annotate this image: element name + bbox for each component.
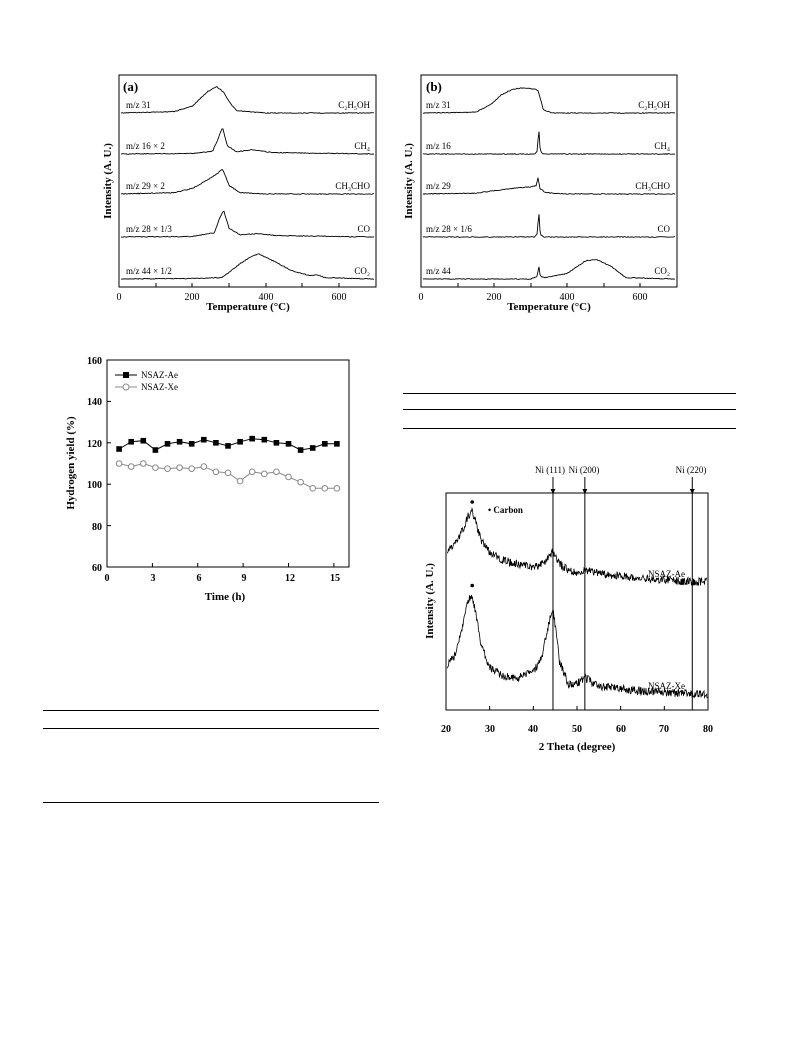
trace-mz-label: m/z 28 × 1/6 <box>426 224 472 234</box>
x-tick-label: 6 <box>196 573 202 584</box>
trace-mz-label: m/z 31 <box>126 100 151 110</box>
panel-label: (a) <box>123 79 139 94</box>
data-point-square <box>225 443 231 449</box>
x-tick-label: 20 <box>441 724 451 735</box>
data-point-circle <box>237 478 243 484</box>
tpd-trace <box>121 87 374 114</box>
x-tick-label: 400 <box>559 292 575 303</box>
carbon-legend-label: • Carbon <box>488 505 523 515</box>
x-tick-label: 9 <box>241 573 247 584</box>
x-tick-label: 15 <box>330 573 340 584</box>
sample-label-xe: NSAZ-Xe <box>648 681 685 691</box>
trace-mz-label: m/z 16 <box>426 141 451 151</box>
tpd-trace <box>423 260 675 280</box>
data-point-circle <box>274 469 280 475</box>
trace-mz-label: m/z 29 × 2 <box>126 181 165 191</box>
trace-labels <box>426 100 670 276</box>
data-point-square <box>201 437 207 443</box>
carbon-marker <box>470 500 474 504</box>
data-point-square <box>153 447 159 453</box>
data-point-square <box>141 438 147 444</box>
x-ticks <box>105 573 341 584</box>
data-point-circle <box>225 470 231 476</box>
y-tick-label: 100 <box>87 480 102 491</box>
trace-species-label: C₂H₅OH <box>638 100 670 110</box>
x-tick-label: 200 <box>486 292 502 303</box>
data-point-circle <box>334 486 340 492</box>
x-tick-label: 12 <box>285 573 295 584</box>
x-tick-label: 80 <box>703 724 713 735</box>
data-point-circle <box>116 461 122 467</box>
data-point-circle <box>141 461 147 467</box>
x-axis-label: Temperature (°C) <box>206 301 290 313</box>
data-point-circle <box>298 479 304 485</box>
tpd-trace <box>423 132 675 155</box>
trace-species-label: C₂H₅OH <box>338 100 370 110</box>
tpd-trace <box>423 88 675 114</box>
x-axis-label: 2 Theta (degree) <box>538 741 616 753</box>
trace-species-label: CO₂ <box>354 266 370 276</box>
plot-frame <box>446 493 708 710</box>
table-rule <box>43 802 379 803</box>
trace-species-label: CH₄ <box>354 141 370 151</box>
x-tick-label: 600 <box>632 292 648 303</box>
data-point-circle <box>213 469 219 475</box>
data-point-square <box>165 441 171 447</box>
x-tick-label: 70 <box>659 724 669 735</box>
trace-species-label: CO <box>657 224 670 234</box>
data-point-square <box>322 441 328 447</box>
trace-species-label: CH₃CHO <box>635 181 670 191</box>
table-rule <box>43 710 379 711</box>
trace-mz-label: m/z 28 × 1/3 <box>126 224 172 234</box>
sample-label-ae: NSAZ-Ae <box>648 569 685 579</box>
data-point-square <box>237 439 243 445</box>
data-point-circle <box>286 474 292 480</box>
data-point-square <box>189 441 195 447</box>
peak-label-ni200: Ni (200) <box>568 465 600 475</box>
trace-species-label: CH₄ <box>654 141 670 151</box>
trace-mz-label: m/z 31 <box>426 100 451 110</box>
table-rule <box>43 728 379 729</box>
table-rule <box>403 393 736 394</box>
y-tick-label: 160 <box>87 356 102 367</box>
trace-species-label: CH₃CHO <box>335 181 370 191</box>
peak-annotations <box>488 465 706 691</box>
data-point-circle <box>128 464 134 470</box>
trace-mz-label: m/z 29 <box>426 181 451 191</box>
x-tick-label: 400 <box>258 292 274 303</box>
x-tick-label: 60 <box>616 724 626 735</box>
y-axis-label: Hydrogen yield (%) <box>65 416 77 510</box>
data-point-square <box>249 436 255 442</box>
x-tick-label: 50 <box>572 724 582 735</box>
hydrogen-yield-chart <box>60 350 360 610</box>
trace-species-label: CO₂ <box>654 266 670 276</box>
carbon-marker <box>470 584 474 588</box>
x-tick-label: 0 <box>418 292 424 303</box>
data-point-circle <box>310 486 316 492</box>
legend-label: NSAZ-Ae <box>141 370 178 380</box>
y-axis-label: Intensity (A. U.) <box>403 143 415 219</box>
legend <box>115 370 178 392</box>
tpd-chart-b <box>400 70 685 320</box>
legend-label: NSAZ-Xe <box>141 382 178 392</box>
data-point-circle <box>189 466 195 472</box>
panel-label: (b) <box>426 79 442 94</box>
peak-label-ni220: Ni (220) <box>675 465 707 475</box>
data-point-square <box>274 440 280 446</box>
data-point-square <box>310 445 316 451</box>
x-tick-label: 600 <box>331 292 347 303</box>
data-point-square <box>116 446 122 452</box>
y-tick-label: 80 <box>92 522 102 533</box>
trace-mz-label: m/z 16 × 2 <box>126 141 165 151</box>
data-point-circle <box>165 466 171 472</box>
x-tick-label: 0 <box>104 573 110 584</box>
trace-labels <box>126 100 370 276</box>
x-tick-label: 30 <box>485 724 495 735</box>
data-point-circle <box>201 464 207 470</box>
data-point-circle <box>249 469 255 475</box>
legend-marker-xe <box>123 384 129 390</box>
x-tick-label: 3 <box>150 573 156 584</box>
x-tick-label: 40 <box>528 724 538 735</box>
xrd-chart <box>420 460 720 760</box>
data-point-circle <box>177 465 183 471</box>
data-point-square <box>262 437 268 443</box>
data-point-circle <box>322 486 328 492</box>
x-axis-label: Time (h) <box>204 591 246 603</box>
data-point-square <box>334 441 340 447</box>
y-tick-label: 120 <box>87 439 102 450</box>
table-rule <box>403 428 736 429</box>
x-tick-label: 0 <box>116 292 122 303</box>
trace-mz-label: m/z 44 <box>426 266 451 276</box>
y-tick-label: 140 <box>87 397 102 408</box>
data-point-square <box>128 439 134 445</box>
data-point-circle <box>262 471 268 477</box>
trace-species-label: CO <box>357 224 370 234</box>
y-ticks <box>87 356 102 574</box>
x-ticks <box>441 724 713 735</box>
y-axis-label: Intensity (A. U.) <box>102 143 114 219</box>
legend-marker-ae <box>123 372 129 378</box>
tpd-chart-a <box>100 70 385 320</box>
data-point-circle <box>153 465 159 471</box>
x-tick-label: 200 <box>184 292 200 303</box>
y-tick-label: 60 <box>92 563 102 574</box>
table-rule <box>403 409 736 410</box>
y-axis-label: Intensity (A. U.) <box>424 563 436 639</box>
data-point-square <box>286 441 292 447</box>
x-axis-label: Temperature (°C) <box>507 301 591 313</box>
data-point-square <box>177 439 183 445</box>
data-point-square <box>213 440 219 446</box>
trace-mz-label: m/z 44 × 1/2 <box>126 266 172 276</box>
peak-label-ni111: Ni (111) <box>534 465 566 475</box>
data-point-square <box>298 447 304 453</box>
